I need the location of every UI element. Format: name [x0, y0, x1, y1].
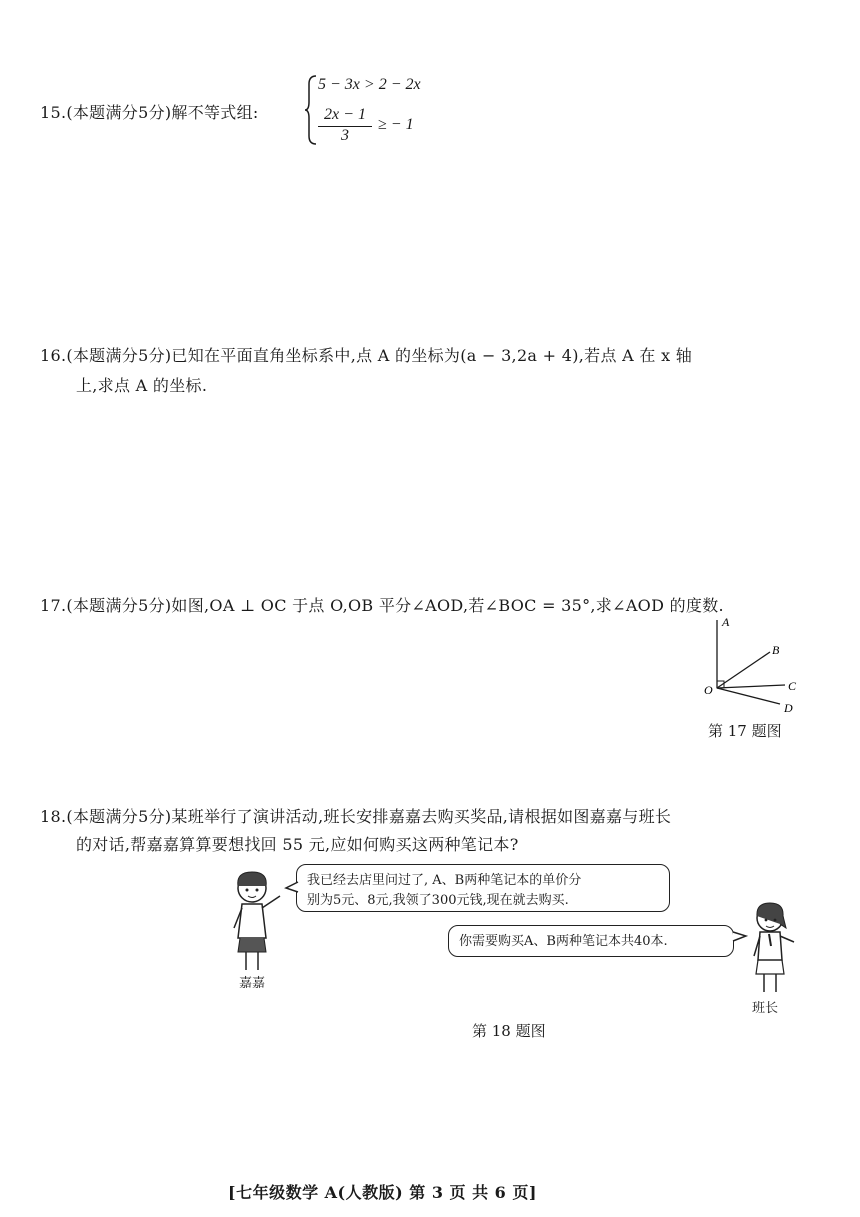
q16-line-2: 上,求点 A 的坐标. [76, 376, 208, 395]
q15-inequality-1: 5 − 3x > 2 − 2x [318, 76, 421, 93]
leader-figure [744, 898, 802, 998]
label-B: B [772, 643, 780, 657]
jiajia-label: 嘉嘉 [239, 976, 266, 991]
label-D: D [784, 701, 793, 715]
bubble2-text: 你需要购买A、B两种笔记本共40本. [459, 934, 668, 949]
bubble1-line-1: 我已经去店里问过了, A、B两种笔记本的单价分 [307, 873, 582, 888]
q18-line-2: 的对话,帮嘉嘉算算要想找回 55 元,应如何购买这两种笔记本? [76, 835, 519, 854]
bubble1-line-2: 别为5元、8元,我领了300元钱,现在就去购买. [307, 893, 569, 908]
label-O: O [704, 683, 713, 697]
q17-angle-figure [700, 612, 810, 716]
page-footer: [七年级数学 A(人教版) 第 3 页 共 6 页] [228, 1183, 537, 1202]
q15-fraction-denominator: 3 [341, 127, 349, 144]
q18-line-1: 18.(本题满分5分)某班举行了演讲活动,班长安排嘉嘉去购买奖品,请根据如图嘉嘉与班长 [40, 807, 672, 826]
q15-fraction-numerator: 2x − 1 [324, 106, 366, 123]
bubble1-tail [284, 880, 300, 894]
jiajia-speech-bubble [296, 864, 670, 912]
q17-caption: 第 17 题图 [708, 722, 782, 740]
label-C: C [788, 679, 797, 693]
q16-line-1: 16.(本题满分5分)已知在平面直角坐标系中,点 A 的坐标为(a − 3,2a + 4),若点 A 在 x 轴 [40, 346, 693, 365]
system-brace [304, 74, 318, 146]
label-A: A [722, 615, 730, 629]
q18-caption: 第 18 题图 [472, 1022, 546, 1040]
q17-text: 17.(本题满分5分)如图,OA ⊥ OC 于点 O,OB 平分∠AOD,若∠BOC = 35°,求∠AOD 的度数. [40, 596, 724, 615]
leader-label: 班长 [752, 1001, 779, 1016]
q15-prefix: 15.(本题满分5分)解不等式组: [40, 103, 259, 122]
leader-speech-bubble [448, 925, 734, 957]
q15-fraction-rhs: ≥ − 1 [378, 116, 414, 133]
jiajia-figure [224, 866, 286, 978]
